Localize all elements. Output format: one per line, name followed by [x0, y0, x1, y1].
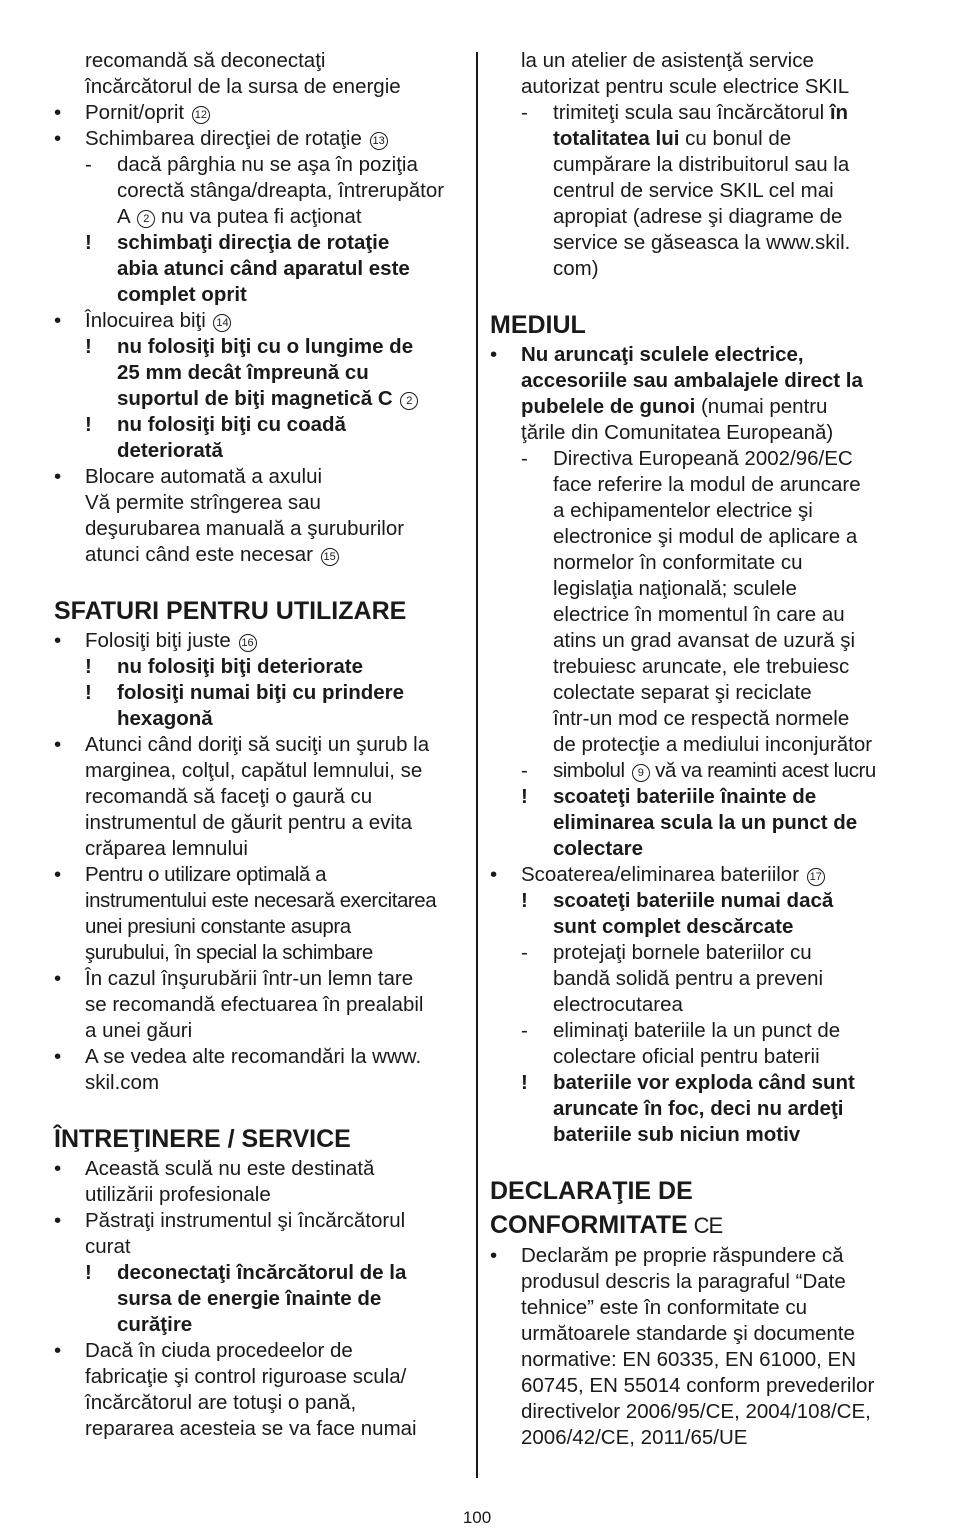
text-line: [54, 178, 466, 204]
bold-text: totalitatea lui: [553, 127, 680, 150]
text-line: [490, 680, 904, 706]
line-text: nu va putea fi acţionat: [155, 205, 362, 228]
line-text: (numai pentru: [695, 395, 828, 418]
bullet-marker: •: [490, 343, 498, 366]
circled-reference-number: 15: [321, 548, 339, 566]
right-column: [490, 48, 904, 1451]
list-item: [54, 1260, 466, 1286]
line-text: cu bonul de: [679, 127, 792, 150]
line-text: Atunci când doriţi să suciţi un şurub la: [85, 733, 430, 756]
text-line: [490, 178, 904, 204]
bullet-marker: •: [54, 465, 62, 488]
line-text: Vă permite strîngerea sau: [85, 491, 321, 514]
text-line: [490, 1096, 904, 1122]
line-text: la un atelier de asistenţă service: [521, 49, 814, 72]
text-line: [54, 888, 466, 914]
line-text: skil.com: [85, 1071, 160, 1094]
bullet-marker: •: [54, 309, 62, 332]
text-line: [54, 1070, 466, 1096]
line-text: curat: [85, 1235, 131, 1258]
text-line: [490, 394, 904, 420]
line-text: În cazul înşurubării într-un lemn tare: [85, 967, 414, 990]
bold-text: în: [829, 101, 849, 124]
line-text: A se vedea alte recomandări la www.: [85, 1045, 422, 1068]
line-text: sursa de energie înainte de: [117, 1287, 382, 1310]
line-text: scoateţi bateriile numai dacă: [553, 889, 834, 912]
list-item: [490, 1243, 904, 1269]
list-item: [490, 862, 904, 888]
text-line: [54, 516, 466, 542]
text-line: [490, 256, 904, 282]
list-item: [54, 152, 466, 178]
list-item: [490, 784, 904, 810]
section-heading-text: ÎNTREŢINERE / SERVICE: [54, 1125, 351, 1153]
line-text: directivelor 2006/95/CE, 2004/108/CE,: [521, 1400, 871, 1423]
line-text: deconectaţi încărcătorul de la: [117, 1261, 407, 1284]
line-text: Scoaterea/eliminarea bateriilor: [521, 863, 805, 886]
list-item: [54, 1156, 466, 1182]
dash-marker: -: [85, 153, 92, 176]
line-text: sunt complet descărcate: [553, 915, 794, 938]
line-text: protejaţi bornele bateriilor cu: [553, 941, 812, 964]
text-line: [490, 230, 904, 256]
bullet-marker: •: [54, 733, 62, 756]
circled-reference-number: 13: [370, 132, 388, 150]
line-text: centrul de service SKIL cel mai: [553, 179, 834, 202]
section-gap: [54, 1096, 466, 1122]
line-text: Declarăm pe proprie răspundere că: [521, 1244, 844, 1267]
line-text: suportul de biţi magnetică C: [117, 387, 399, 410]
text-line: [54, 282, 466, 308]
line-text: a unei găuri: [85, 1019, 193, 1042]
text-line: [54, 74, 466, 100]
line-text: recomandă să faceţi o gaură cu: [85, 785, 373, 808]
line-text: atunci când este necesar: [85, 543, 319, 566]
text-line: [54, 992, 466, 1018]
list-item: [54, 862, 466, 888]
line-text: eliminaţi bateriile la un punct de: [553, 1019, 841, 1042]
ce-mark: CE: [693, 1213, 723, 1238]
line-text: instrumentul de găurit pentru a evita: [85, 811, 413, 834]
list-item: [490, 940, 904, 966]
text-line: [54, 1416, 466, 1442]
text-line: [54, 1312, 466, 1338]
bullet-marker: •: [54, 967, 62, 990]
text-line: [490, 1044, 904, 1070]
line-text: deşurubarea manuală a şuruburilor: [85, 517, 405, 540]
text-line: [490, 74, 904, 100]
list-item: [490, 446, 904, 472]
line-text: 25 mm decât împreună cu: [117, 361, 369, 384]
column-divider: [476, 52, 478, 1478]
list-item: [54, 334, 466, 360]
text-line: [490, 48, 904, 74]
line-text: apropiat (adrese şi diagrame de: [553, 205, 843, 228]
line-text: Această sculă nu este destinată: [85, 1157, 375, 1180]
dash-marker: -: [521, 759, 528, 782]
line-text: nu folosiţi biţi cu o lungime de: [117, 335, 414, 358]
warning-marker: !: [85, 681, 92, 704]
dash-marker: -: [521, 447, 528, 470]
text-line: [54, 1390, 466, 1416]
line-text: se recomandă efectuarea în prealabil: [85, 993, 424, 1016]
text-line: [54, 1364, 466, 1390]
warning-marker: !: [521, 889, 528, 912]
list-item: [54, 628, 466, 654]
line-text: unei presiuni constante asupra: [85, 915, 351, 938]
bullet-marker: •: [54, 863, 61, 886]
text-line: [490, 1321, 904, 1347]
circled-reference-number: 14: [213, 314, 231, 332]
list-item: [54, 126, 466, 152]
bullet-marker: •: [54, 1157, 62, 1180]
text-line: [490, 550, 904, 576]
text-line: [54, 204, 466, 230]
line-text: normelor în conformitate cu: [553, 551, 803, 574]
line-text: face referire la modul de aruncare: [553, 473, 861, 496]
line-text: autorizat pentru scule electrice SKIL: [521, 75, 850, 98]
dash-marker: -: [521, 101, 528, 124]
line-text: instrumentului este necesară exercitarea: [85, 889, 437, 912]
line-text: accesoriile sau ambalajele direct la: [521, 369, 863, 392]
line-text: scoateţi bateriile înainte de: [553, 785, 817, 808]
line-text: nu folosiţi biţi deteriorate: [117, 655, 364, 678]
circled-reference-number: 16: [239, 634, 257, 652]
bullet-marker: •: [54, 1339, 62, 1362]
warning-marker: !: [85, 413, 92, 436]
text-line: [490, 966, 904, 992]
line-text: Blocare automată a axului: [85, 465, 323, 488]
line-text: Dacă în ciuda procedeelor de: [85, 1339, 353, 1362]
bullet-marker: •: [54, 101, 62, 124]
list-item: [54, 1044, 466, 1070]
line-text: crăparea lemnului: [85, 837, 248, 860]
circled-reference-number: 2: [400, 392, 418, 410]
line-text: Folosiţi biţi juste: [85, 629, 237, 652]
bullet-marker: •: [54, 629, 62, 652]
line-text: 2006/42/CE, 2011/65/UE: [521, 1426, 748, 1449]
text-line: [490, 1295, 904, 1321]
text-line: [490, 576, 904, 602]
line-text: recomandă să deconectaţi: [85, 49, 326, 72]
list-item: [490, 888, 904, 914]
section-heading-text: SFATURI PENTRU UTILIZARE: [54, 597, 407, 625]
line-text: nu folosiţi biţi cu coadă: [117, 413, 346, 436]
text-line: [490, 1269, 904, 1295]
bullet-marker: •: [490, 1244, 498, 1267]
warning-marker: !: [85, 1261, 92, 1284]
line-text: bandă solidă pentru a preveni: [553, 967, 824, 990]
line-text: aruncate în foc, deci nu ardeţi: [553, 1097, 844, 1120]
list-item: [54, 966, 466, 992]
list-item: [54, 1338, 466, 1364]
line-text: curăţire: [117, 1313, 193, 1336]
line-text: de protecţie a mediului inconjurător: [553, 733, 873, 756]
text-line: [490, 1347, 904, 1373]
text-line: [490, 1425, 904, 1451]
line-text: abia atunci când aparatul este: [117, 257, 410, 280]
text-line: [490, 914, 904, 940]
line-text: electronice şi modul de aplicare a: [553, 525, 858, 548]
line-text: com): [553, 257, 599, 280]
text-line: [54, 386, 466, 412]
line-text: trimiteţi scula sau încărcătorul: [553, 101, 830, 124]
line-text: încărcătorul de la sursa de energie: [85, 75, 401, 98]
list-item: [490, 1018, 904, 1044]
line-text: Directiva Europeană 2002/96/EC: [553, 447, 853, 470]
text-line: [54, 914, 466, 940]
line-text: A: [117, 205, 136, 228]
line-text: Înlocuirea biţi: [85, 309, 212, 332]
warning-marker: !: [85, 655, 92, 678]
line-text: a echipamentelor electrice şi: [553, 499, 813, 522]
section-gap: [490, 282, 904, 308]
section-heading-text: DECLARAŢIE DE: [490, 1177, 693, 1205]
warning-marker: !: [85, 335, 92, 358]
text-line: [54, 810, 466, 836]
list-item: [54, 412, 466, 438]
line-text: schimbaţi direcţia de rotaţie: [117, 231, 390, 254]
section-heading-text: MEDIUL: [490, 311, 586, 339]
text-line: [54, 1182, 466, 1208]
text-line: [54, 490, 466, 516]
line-text: fabricaţie şi control riguroase scula/: [85, 1365, 407, 1388]
text-line: [490, 152, 904, 178]
text-line: [490, 472, 904, 498]
circled-reference-number: 17: [807, 868, 825, 886]
circled-reference-number: 9: [632, 764, 650, 782]
line-text: încărcătorul are totuşi o pană,: [85, 1391, 357, 1414]
line-text: colectare: [553, 837, 644, 860]
list-item: [490, 758, 904, 784]
text-line: [490, 602, 904, 628]
section-gap: [54, 568, 466, 594]
dash-marker: -: [521, 1019, 528, 1042]
text-line: [490, 628, 904, 654]
circled-reference-number: 12: [192, 106, 210, 124]
line-text: folosiţi numai biţi cu prindere: [117, 681, 405, 704]
text-line: [54, 706, 466, 732]
text-line: [490, 524, 904, 550]
line-text: într-un mod ce respectă normele: [553, 707, 850, 730]
bullet-marker: •: [54, 127, 62, 150]
section-heading: [490, 1208, 904, 1243]
line-text: următoarele standarde şi documente: [521, 1322, 855, 1345]
line-text: tehnice” este în conformitate cu: [521, 1296, 808, 1319]
left-column: [54, 48, 466, 1442]
line-text: şurubului, în special la schimbare: [85, 941, 373, 964]
line-text: electrice în momentul în care au: [553, 603, 845, 626]
line-text: Nu aruncaţi sculele electrice,: [521, 343, 804, 366]
line-text: service se găseasca la www.skil.: [553, 231, 851, 254]
list-item: [54, 732, 466, 758]
line-text: Pentru o utilizare optimală a: [85, 863, 327, 886]
line-text: cumpărare la distribuitorul sau la: [553, 153, 850, 176]
text-line: [54, 836, 466, 862]
list-item: [54, 1208, 466, 1234]
line-text: produsul descris la paragraful “Date: [521, 1270, 846, 1293]
section-heading: [54, 1122, 466, 1156]
text-line: [490, 420, 904, 446]
line-text: hexagonă: [117, 707, 213, 730]
line-text: Pornit/oprit: [85, 101, 190, 124]
text-line: [490, 732, 904, 758]
text-line: [490, 706, 904, 732]
bullet-marker: •: [490, 863, 498, 886]
text-line: [490, 810, 904, 836]
line-text: colectare oficial pentru baterii: [553, 1045, 820, 1068]
line-text: Păstraţi instrumentul şi încărcătorul: [85, 1209, 406, 1232]
circled-reference-number: 2: [137, 210, 155, 228]
text-line: [490, 654, 904, 680]
line-text: repararea acesteia se va face numai: [85, 1417, 417, 1440]
line-text: deteriorată: [117, 439, 223, 462]
page-number: 100: [462, 1508, 492, 1527]
line-text: 60745, EN 55014 conform prevederilor: [521, 1374, 875, 1397]
section-heading: [54, 594, 466, 628]
bullet-marker: •: [54, 1045, 62, 1068]
line-text: electrocutarea: [553, 993, 683, 1016]
list-item: [54, 308, 466, 334]
line-text: complet oprit: [117, 283, 247, 306]
warning-marker: !: [85, 231, 92, 254]
text-line: [54, 1286, 466, 1312]
bullet-marker: •: [54, 1209, 62, 1232]
section-gap: [490, 1148, 904, 1174]
text-line: [490, 1399, 904, 1425]
line-text: trebuiesc aruncate, ele trebuiesc: [553, 655, 850, 678]
line-text: utilizării profesionale: [85, 1183, 271, 1206]
bold-text: pubelele de gunoi: [521, 395, 696, 418]
text-line: [490, 204, 904, 230]
section-heading: [490, 308, 904, 342]
text-line: [490, 992, 904, 1018]
text-line: [490, 1122, 904, 1148]
text-line: [54, 438, 466, 464]
text-line: [54, 940, 466, 966]
line-text: atins un grad avansat de uzură şi: [553, 629, 855, 652]
line-text: legislaţia naţională; sculele: [553, 577, 797, 600]
section-heading-text: CONFORMITATE: [490, 1211, 688, 1239]
list-item: [54, 654, 466, 680]
text-line: [54, 784, 466, 810]
list-item: [54, 464, 466, 490]
line-text: bateriile vor exploda când sunt: [553, 1071, 855, 1094]
line-text: simbolul: [553, 759, 630, 782]
list-item: [490, 1070, 904, 1096]
list-item: [54, 100, 466, 126]
text-line: [490, 1373, 904, 1399]
list-item: [54, 230, 466, 256]
line-text: marginea, colţul, capătul lemnului, se: [85, 759, 423, 782]
line-text: normative: EN 60335, EN 61000, EN: [521, 1348, 857, 1371]
text-line: [490, 498, 904, 524]
list-item: [490, 342, 904, 368]
warning-marker: !: [521, 1071, 528, 1094]
line-text: bateriile sub niciun motiv: [553, 1123, 801, 1146]
text-line: [54, 256, 466, 282]
warning-marker: !: [521, 785, 528, 808]
text-line: [54, 542, 466, 568]
line-text: eliminarea scula la un punct de: [553, 811, 858, 834]
line-text: corectă stânga/dreapta, întrerupător: [117, 179, 445, 202]
section-heading: [490, 1174, 904, 1208]
list-item: [54, 680, 466, 706]
text-line: [54, 1018, 466, 1044]
text-line: [54, 1234, 466, 1260]
list-item: [490, 100, 904, 126]
text-line: [490, 368, 904, 394]
text-line: [490, 836, 904, 862]
line-text: Schimbarea direcţiei de rotaţie: [85, 127, 368, 150]
text-line: [54, 360, 466, 386]
text-line: [54, 758, 466, 784]
line-text: vă va reaminti acest lucru: [649, 759, 876, 782]
text-line: [54, 48, 466, 74]
line-text: dacă pârghia nu se aşa în poziţia: [117, 153, 418, 176]
text-line: [490, 126, 904, 152]
line-text: ţările din Comunitatea Europeană): [521, 421, 834, 444]
line-text: colectate separat şi reciclate: [553, 681, 812, 704]
dash-marker: -: [521, 941, 528, 964]
